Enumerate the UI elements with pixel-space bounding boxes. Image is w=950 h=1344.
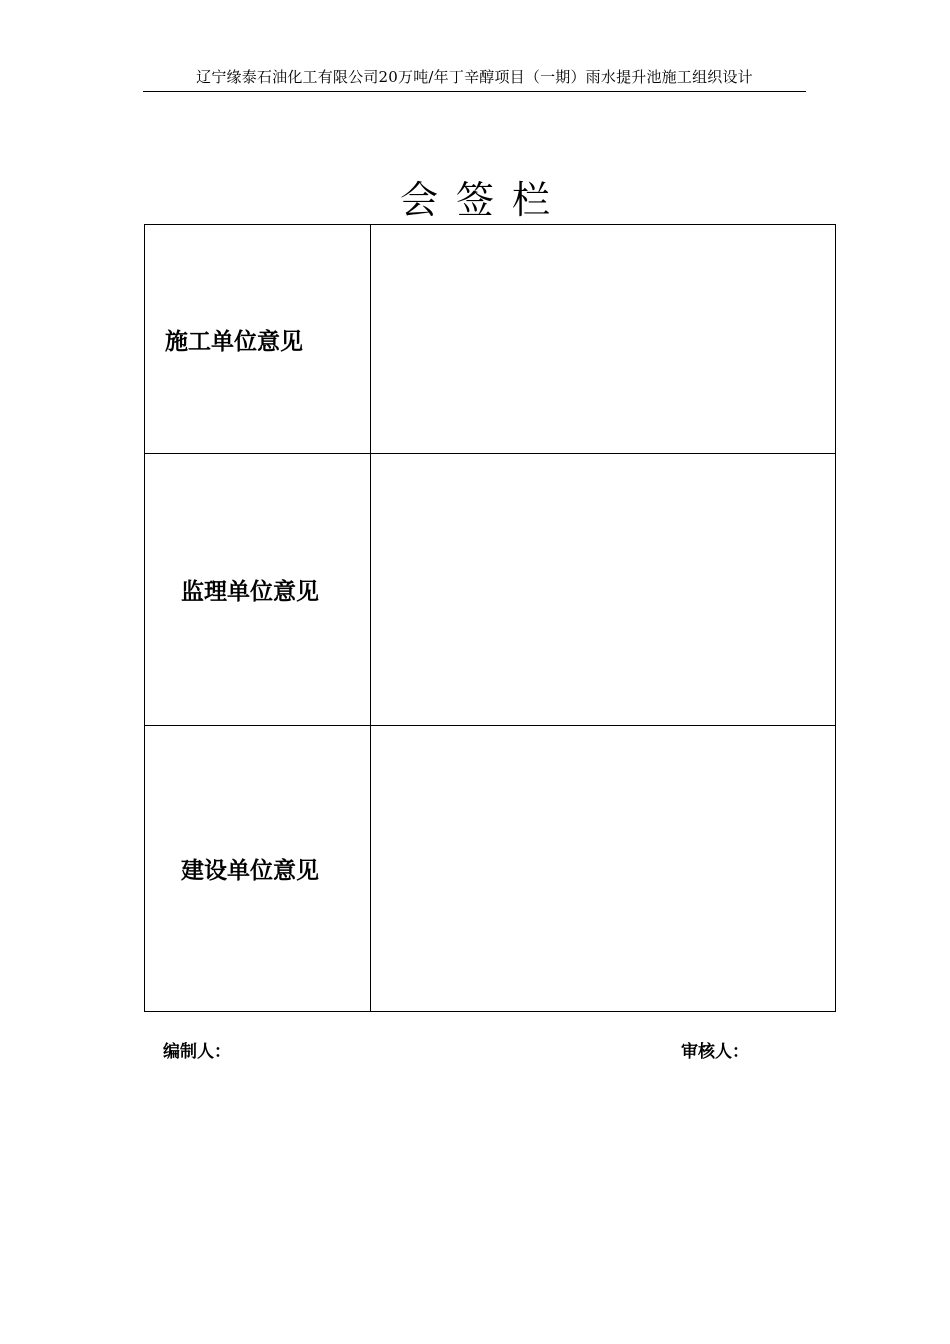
row-label: 监理单位意见 — [181, 579, 319, 605]
supervision-unit-opinion-field[interactable] — [371, 454, 836, 726]
reviewer-label: 审核人： — [681, 1042, 749, 1062]
construction-unit-label-cell — [145, 225, 371, 454]
running-header-text: 辽宁缘泰石油化工有限公司20万吨/年丁辛醇项目（一期）雨水提升池施工组织设计 — [196, 68, 753, 86]
table-row — [145, 726, 836, 1012]
signoff-table — [144, 224, 836, 1012]
owner-unit-opinion-field[interactable] — [371, 726, 836, 1012]
running-header — [143, 66, 806, 92]
table-row — [145, 225, 836, 454]
row-label: 施工单位意见 — [165, 328, 303, 355]
page-title: 会签栏 — [399, 178, 568, 222]
compiler-label: 编制人： — [163, 1042, 231, 1062]
supervision-unit-label-cell — [145, 454, 371, 726]
construction-unit-opinion-field[interactable] — [371, 225, 836, 454]
table-row — [145, 454, 836, 726]
row-label: 建设单位意见 — [181, 858, 319, 884]
owner-unit-label-cell — [145, 726, 371, 1012]
